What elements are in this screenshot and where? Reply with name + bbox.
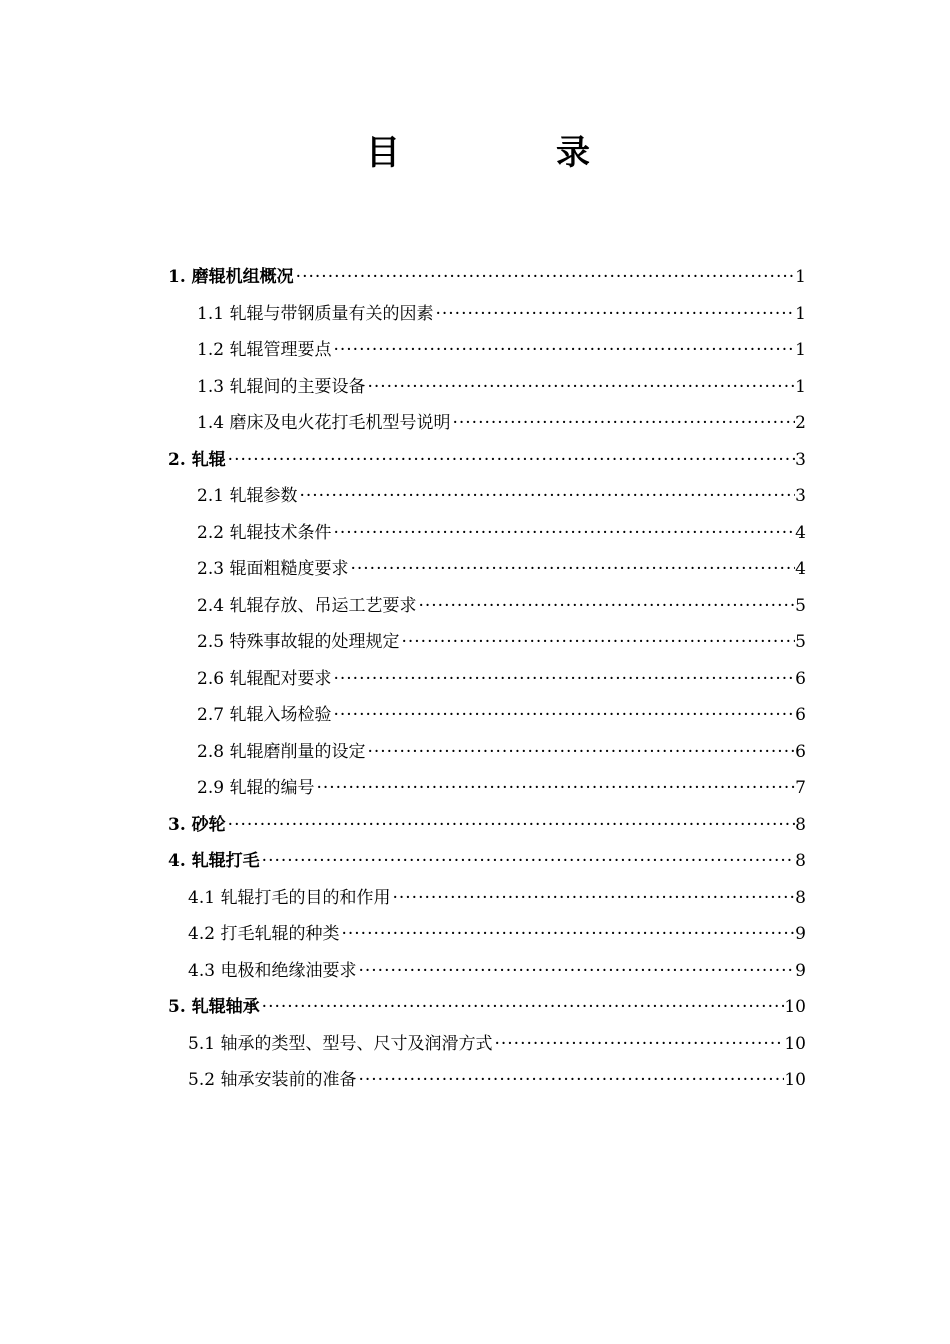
page-title <box>0 128 950 178</box>
toc-subsection-entry[interactable] <box>197 518 806 548</box>
toc-subsection-entry[interactable] <box>197 481 806 511</box>
toc-subsection-entry[interactable] <box>197 408 806 438</box>
toc-entry-label: 4.3 电极和绝缘油要求 <box>188 961 357 981</box>
toc-page-number: 1 <box>795 304 806 324</box>
toc-entry-label: 2.8 轧辊磨削量的设定 <box>197 742 366 762</box>
dot-leader <box>226 810 796 840</box>
toc-entry-label: 5. 轧辊轴承 <box>168 997 260 1017</box>
dot-leader <box>399 627 795 657</box>
toc-entry-label: 1.2 轧辊管理要点 <box>197 340 332 360</box>
toc-page-number: 4 <box>795 523 806 543</box>
dot-leader <box>260 846 796 876</box>
toc-page-number: 3 <box>795 450 806 470</box>
dot-leader <box>365 737 795 767</box>
toc-subsection-entry[interactable] <box>197 627 806 657</box>
toc-entry-label: 3. 砂轮 <box>168 815 226 835</box>
dot-leader <box>416 591 795 621</box>
toc-section-entry[interactable] <box>168 445 806 475</box>
toc-page-number: 6 <box>795 669 806 689</box>
dot-leader <box>331 700 795 730</box>
toc-subsection-entry[interactable] <box>197 335 806 365</box>
dot-leader <box>365 372 795 402</box>
dot-leader <box>331 335 795 365</box>
dot-leader <box>450 408 795 438</box>
toc-subsection-entry[interactable] <box>197 372 806 402</box>
toc-entry-label: 2.9 轧辊的编号 <box>197 778 315 798</box>
toc-entry-label: 1.1 轧辊与带钢质量有关的因素 <box>197 304 434 324</box>
toc-page-number: 5 <box>795 596 806 616</box>
toc-page-number: 3 <box>795 486 806 506</box>
toc-subsection-entry[interactable] <box>188 956 806 986</box>
toc-subsection-entry[interactable] <box>188 1065 806 1095</box>
toc-page-number: 2 <box>795 413 806 433</box>
toc-page-number: 9 <box>795 924 806 944</box>
dot-leader <box>433 299 795 329</box>
toc-page-number: 10 <box>784 997 806 1017</box>
toc-section-entry[interactable] <box>168 262 806 292</box>
toc-entry-label: 5.1 轴承的类型、型号、尺寸及润滑方式 <box>188 1034 493 1054</box>
toc-section-entry[interactable] <box>168 810 806 840</box>
toc-subsection-entry[interactable] <box>188 883 806 913</box>
toc-page-number: 9 <box>795 961 806 981</box>
toc-entry-label: 2.3 辊面粗糙度要求 <box>197 559 349 579</box>
dot-leader <box>226 445 796 475</box>
toc-section-entry[interactable] <box>168 846 806 876</box>
title-char-2: 录 <box>556 133 590 173</box>
toc-page-number: 4 <box>795 559 806 579</box>
dot-leader <box>331 518 795 548</box>
dot-leader <box>492 1029 784 1059</box>
toc-page-number: 8 <box>795 851 806 871</box>
toc-entry-label: 4.1 轧辊打毛的目的和作用 <box>188 888 391 908</box>
toc-subsection-entry[interactable] <box>197 554 806 584</box>
dot-leader <box>297 481 795 511</box>
toc-subsection-entry[interactable] <box>197 773 806 803</box>
toc-subsection-entry[interactable] <box>197 591 806 621</box>
toc-page-number: 8 <box>795 888 806 908</box>
dot-leader <box>348 554 795 584</box>
toc-entry-label: 2.4 轧辊存放、吊运工艺要求 <box>197 596 417 616</box>
toc-entry-label: 5.2 轴承安装前的准备 <box>188 1070 357 1090</box>
toc-page-number: 1 <box>795 377 806 397</box>
toc-page-number: 6 <box>795 742 806 762</box>
toc-page-number: 1 <box>795 340 806 360</box>
toc-subsection-entry[interactable] <box>197 664 806 694</box>
title-char-1: 目 <box>366 133 400 173</box>
toc-entry-label: 1. 磨辊机组概况 <box>168 267 294 287</box>
toc-entry-label: 2. 轧辊 <box>168 450 226 470</box>
toc-subsection-entry[interactable] <box>188 919 806 949</box>
toc-subsection-entry[interactable] <box>197 299 806 329</box>
toc-page-number: 7 <box>795 778 806 798</box>
toc-entry-label: 1.3 轧辊间的主要设备 <box>197 377 366 397</box>
dot-leader <box>356 1065 784 1095</box>
dot-leader <box>314 773 795 803</box>
toc-entry-label: 4. 轧辊打毛 <box>168 851 260 871</box>
toc-page-number: 6 <box>795 705 806 725</box>
toc-entry-label: 2.2 轧辊技术条件 <box>197 523 332 543</box>
dot-leader <box>331 664 795 694</box>
toc-entry-label: 1.4 磨床及电火花打毛机型号说明 <box>197 413 451 433</box>
toc-entry-label: 2.6 轧辊配对要求 <box>197 669 332 689</box>
toc-page-number: 1 <box>795 267 806 287</box>
dot-leader <box>339 919 795 949</box>
toc-page-number: 5 <box>795 632 806 652</box>
dot-leader <box>356 956 795 986</box>
toc-entry-label: 4.2 打毛轧辊的种类 <box>188 924 340 944</box>
toc-subsection-entry[interactable] <box>188 1029 806 1059</box>
dot-leader <box>260 992 785 1022</box>
dot-leader <box>294 262 796 292</box>
toc-section-entry[interactable] <box>168 992 806 1022</box>
toc-subsection-entry[interactable] <box>197 737 806 767</box>
toc-page-number: 8 <box>795 815 806 835</box>
toc-subsection-entry[interactable] <box>197 700 806 730</box>
toc-entry-label: 2.5 特殊事故辊的处理规定 <box>197 632 400 652</box>
dot-leader <box>390 883 795 913</box>
toc-page-number: 10 <box>784 1070 806 1090</box>
toc-page-number: 10 <box>784 1034 806 1054</box>
toc-entry-label: 2.7 轧辊入场检验 <box>197 705 332 725</box>
toc-entry-label: 2.1 轧辊参数 <box>197 486 298 506</box>
